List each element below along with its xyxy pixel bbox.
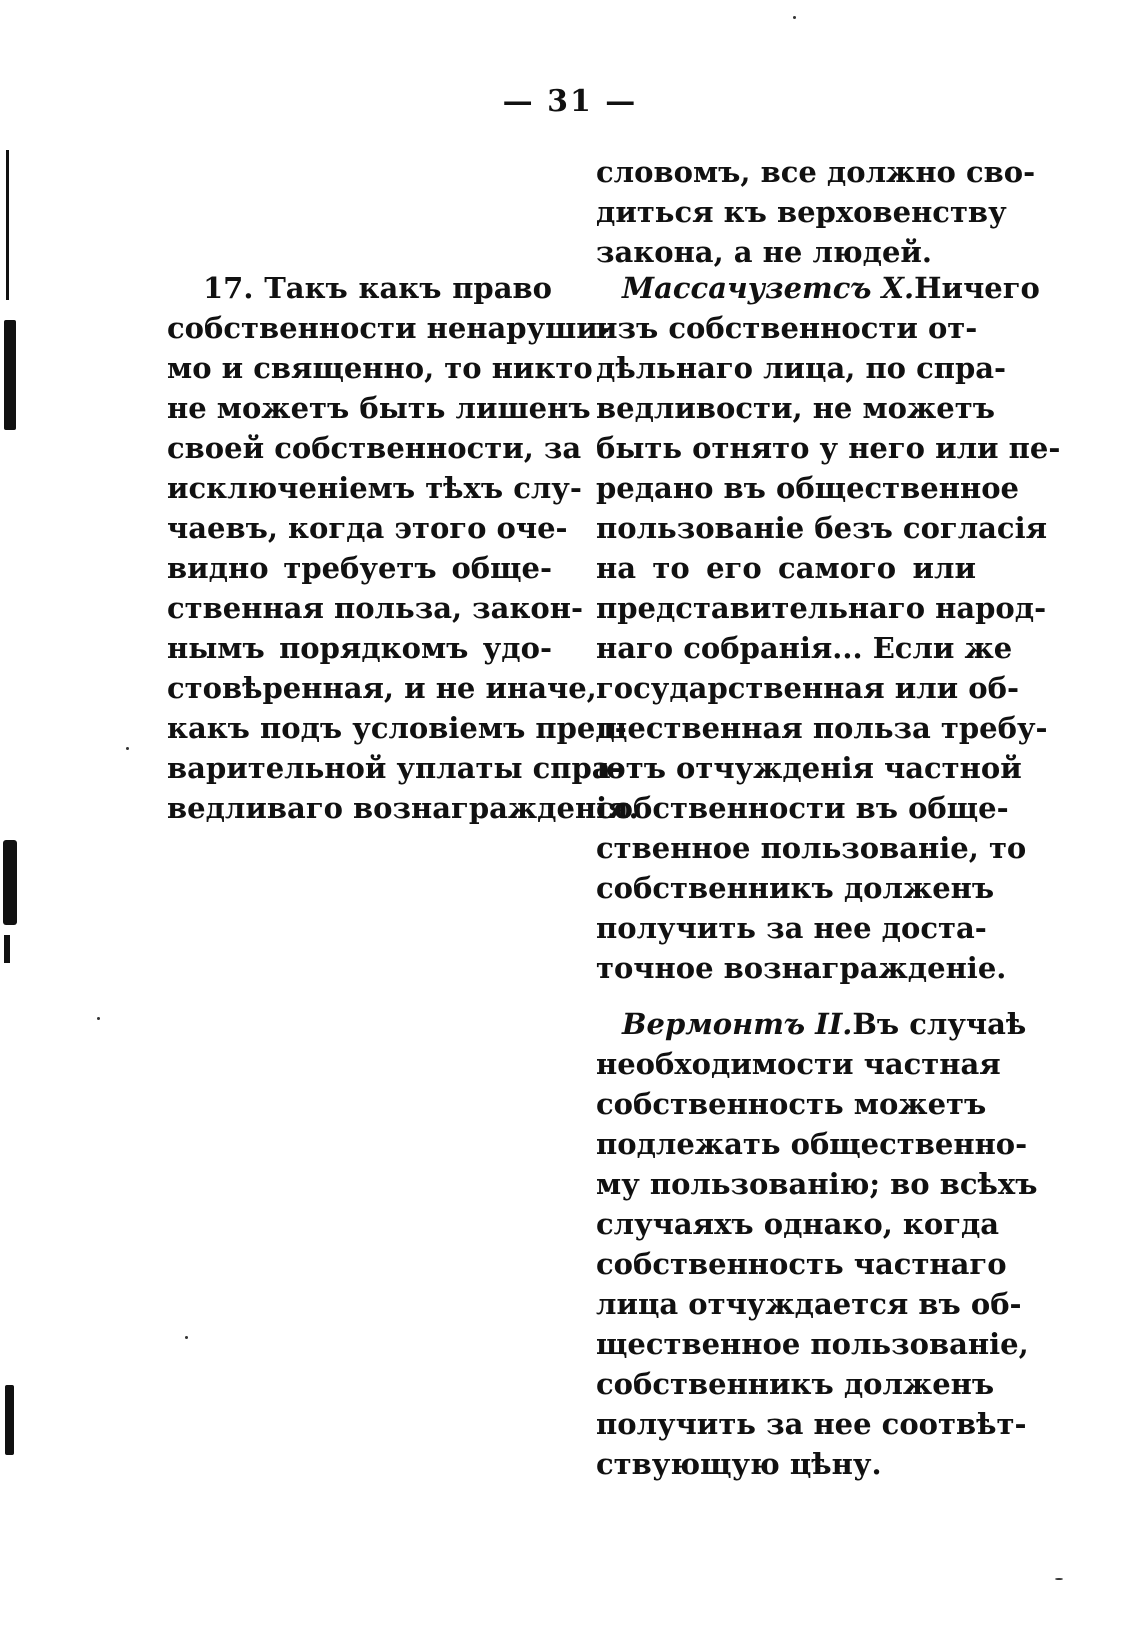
scan-dust (97, 1017, 100, 1020)
text-line: своей собственности, за (167, 431, 582, 465)
text-line: ведливости, не можетъ (596, 391, 995, 425)
text-line: собственность частнаго (596, 1247, 1007, 1281)
text-line: точное вознагражденiе. (596, 951, 1007, 985)
scan-artifact (4, 320, 16, 430)
scan-dust (126, 747, 129, 750)
text-line: словомъ, все должно сво- (596, 155, 1036, 189)
text-line: изъ собственности от- (596, 311, 978, 345)
text-line: получить за нее соотвѣт- (596, 1407, 1027, 1441)
text-line: щественное пользованiе, (596, 1327, 1029, 1361)
page-number: — 31 — (502, 84, 638, 119)
text-line: собственности ненаруши- (167, 311, 610, 345)
text-line: му пользованiю; во всѣхъ (596, 1167, 1038, 1201)
text-line: щественная польза требу- (596, 711, 1048, 745)
text-line: ственное пользованiе, то (596, 831, 1027, 865)
text-line: на то его самого или (596, 551, 976, 585)
text-line: какъ подъ условiемъ пред- (167, 711, 627, 745)
scan-dust (1055, 1578, 1063, 1580)
text-line: закона, а не людей. (596, 235, 933, 269)
text-line: быть отнято у него или пе- (596, 431, 1061, 465)
text-line: собственности въ обще- (596, 791, 1009, 825)
text-line: Массачузетсъ X.Ничего (622, 271, 1040, 305)
text-line: собственникъ долженъ (596, 871, 995, 905)
state-label-massachusetts: Массачузетсъ X. (622, 271, 915, 305)
text-line: редано въ общественное (596, 471, 1019, 505)
text-line: собственникъ долженъ (596, 1367, 995, 1401)
text-line: ственная польза, закон- (167, 591, 584, 625)
text-line: 17. Такъ какъ право (203, 271, 552, 305)
text-line: наго собранiя... Если же (596, 631, 1013, 665)
text-line: стовѣренная, и не иначе, (167, 671, 597, 705)
text-line: пользованiе безъ согласiя (596, 511, 1048, 545)
text-line: государственная или об- (596, 671, 1020, 705)
scan-dust (793, 16, 796, 19)
text-line: собственность можетъ (596, 1087, 987, 1121)
text-line: представительнаго народ- (596, 591, 1047, 625)
text-line: необходимости частная (596, 1047, 1001, 1081)
text-line: варительной уплаты спра- (167, 751, 623, 785)
text-line: Вермонтъ II.Въ случаѣ (622, 1007, 1027, 1041)
scan-artifact (5, 1385, 14, 1455)
text-line: получить за нее доста- (596, 911, 987, 945)
text-line: нымъ порядкомъ удо- (167, 631, 552, 665)
text-line: ствующую цѣну. (596, 1447, 882, 1481)
text-line: мо и священно, то никто (167, 351, 593, 385)
text-line: ведливаго вознагражденiя. (167, 791, 639, 825)
text-line: диться къ верховенству (596, 195, 1007, 229)
text-line: видно требуетъ обще- (167, 551, 552, 585)
scan-artifact (3, 840, 17, 925)
scan-dust (185, 1336, 188, 1339)
scan-artifact (4, 935, 10, 963)
text-line: случаяхъ однако, когда (596, 1207, 1000, 1241)
text-line: ютъ отчужденiя частной (596, 751, 1022, 785)
scan-artifact (6, 150, 9, 300)
text-line: подлежать общественно- (596, 1127, 1028, 1161)
text-line: лица отчуждается въ об- (596, 1287, 1022, 1321)
text-line: чаевъ, когда этого оче- (167, 511, 568, 545)
state-label-vermont: Вермонтъ II. (622, 1007, 853, 1041)
text-line: не можетъ быть лишенъ (167, 391, 591, 425)
text-line: исключенiемъ тѣхъ слу- (167, 471, 582, 505)
text-line: дѣльнаго лица, по спра- (596, 351, 1007, 385)
